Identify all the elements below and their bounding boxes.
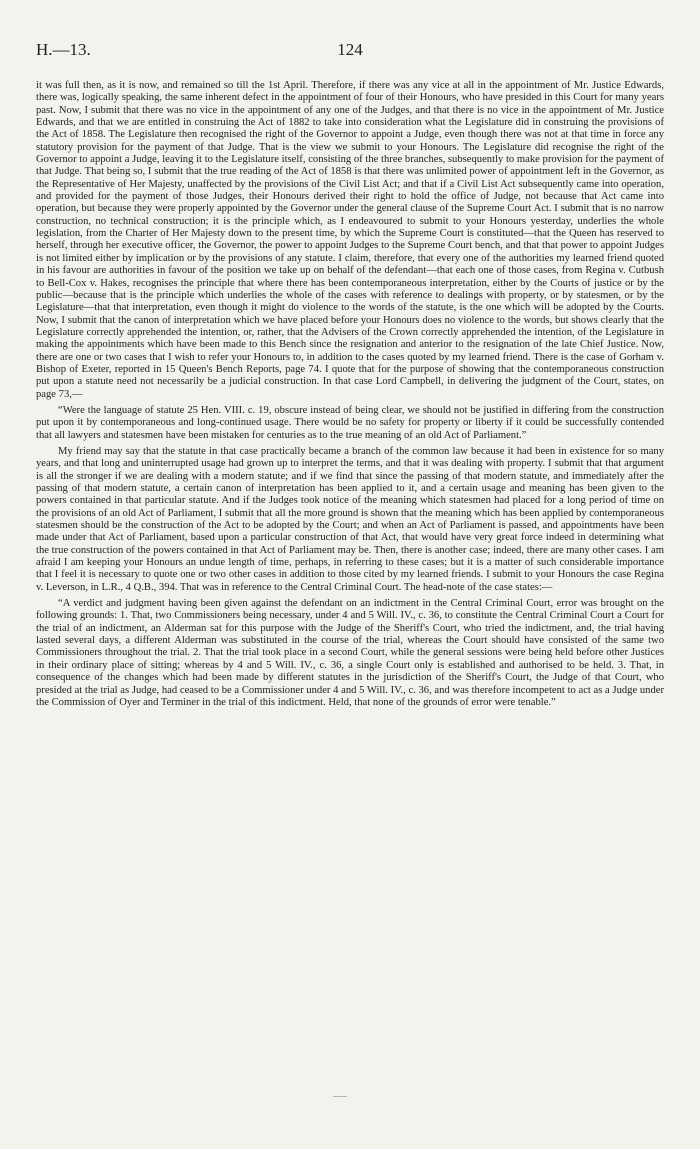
quotation-leverson-headnote: “A verdict and judgment having been given against the defendant on an indictment in the Central Criminal Court, error was brought on the following grounds: 1. That, two Commissioners being necessary, under 4 and 5 Will. IV., c. 36, to constitute the Central Criminal Court a Court for the trial of an indictment, an Alderman sat for this purpose with the Judge of the Sheriff's Court, who tried the indictment, and, the trial having lasted several days, a different Alderman was substituted in the course of the trial, whereas the Court should have consisted of the same two Commissioners throughout the trial. 2. That the trial took place in a second Court, while the general sessions were being held before other Justices in their ordinary place of sitting; whereas by 4 and 5 Will. IV., c. 36, a single Court only is established and authorised to be held. 3. That, in consequence of the changes which had been made by different statutes in the jurisdiction of the Sheriff's Court, the Judge of that Court, who presided at the trial as Judge, had ceased to be a Commissioner under 4 and 5 Will. IV., c. 36, and was therefore incompetent to act as a Judge under the Commission of Oyer and Terminer in the trial of this indictment. Held, that none of the grounds of error were tenable.” — [36, 598, 664, 708]
page-header — [36, 40, 664, 68]
stray-mark — [333, 1096, 347, 1097]
page-number: 124 — [337, 40, 363, 59]
document-body — [36, 80, 664, 709]
paper-reference: H.—13. — [36, 40, 91, 59]
paragraph-argument: it was full then, as it is now, and remained so till the 1st April. Therefore, if there was any vice at all in the appointment of Mr. Justice Edwards, there was, logically speaking, the same inherent defect in the appointment of four of their Honours, who have presided in this Court for many years past. Now, I submit that there was no vice in the appointment of any one of the Judges, and that there is no vice in the appointment of Mr. Justice Edwards, and that we are entitled in construing the Act of 1882 to take into consideration what the Legislature did in construing the provisions of the Act of 1858. The Legislature then recognised the right of the Governor to appoint a Judge, even though there was not at that time in force any statutory provision for the payment of that Judge. That is the view we submit to your Honours. The Legislature did recognise the right of the Governor to appoint a Judge, leaving it to the Legislature itself, consisting of the three branches, subsequently to make provision for the payment of that Judge. That being so, I submit that the true reading of the Act of 1858 is that there was unlimited power of appointment left in the Governor, as the Representative of Her Majesty, unaffected by the provisions of the Civil List Act; and that if a Civil List Act subsequently came into operation, and provided for the payment of those Judges, their Honours derived their right to hold the office of Judge, not because that Act came into operation, but because they were properly appointed by the Governor under the general clause of the Supreme Court Act. I submit that is no narrow construction, no technical construction; it is the principle which, as I endeavoured to submit to your Honours yesterday, underlies the whole legislation, from the Charter of Her Majesty down to the present time, by which the Supreme Court is constituted—that the Queen has reserved to herself, through her executive officer, the Governor, the power to appoint Judges to the Supreme Court bench, and that that power to appoint Judges is not limited either by implication or by the provisions of any statute. I claim, therefore, that every one of the authorities my learned friend quoted in his favour are authorities in favour of the position we take up on behalf of the defendant—that each one of those cases, from Regina v. Cutbush to Bell-Cox v. Hakes, recognises the principle that where there has been contemporaneous interpretation, either by the Courts of justice or by the public—because that is the principle which underlies the whole of the cases with reference to dealings with property, or by statesmen, or by the Legislature—that that interpretation, even though it might do violence to the words of the statute, is the one which will be adopted by the Courts. Now, I submit that the canon of interpretation which we have placed before your Honours does no violence to the words, but shows clearly that the Legislature correctly apprehended the intention, or, rather, that the Advisers of the Crown correctly apprehended the intention, of the Legislature in making the appointments which have been made to this Bench since the resignation and anterior to the resignation of the late Chief Justice. Now, there are one or two cases that I wish to refer your Honours to, in addition to the cases quoted by my learned friend. There is the case of Gorham v. Bishop of Exeter, reported in 15 Queen's Bench Reports, page 74. I quote that for the purpose of showing that the contemporaneous construction put upon a statute need not necessarily be a judicial construction. In that case Lord Campbell, in delivering the judgment of the Court, states, on page 73,— — [36, 80, 664, 400]
paragraph-argument-continued: My friend may say that the statute in that case practically became a branch of the common law because it had been in existence for so many years, and that long and uninterrupted usage had grown up to interpret the terms, and that it was dealing with property. I submit that that argument is all the stronger if we are dealing with a modern statute; and if we find that since the passing of that modern statute, and immediately after the passing of that modern statute, a certain canon of interpretation has been applied to it, and a certain usage and meaning has been given to the powers contained in that particular statute. And if the Judges took notice of the meaning which statesmen had placed for a long period of time on the provisions of an old Act of Parliament, I submit that all the more ground is shown that the meaning which has been applied by contemporaneous statesmen should be the construction of the Act to be adopted by the Court; and when an Act of Parliament is passed, and appointments have been made under that Act of Parliament, based upon a particular construction of that Act, that would have very great force indeed in determining what the true construction of the powers contained in that Act of Parliament may be. Then, there is another case; indeed, there are many other cases. I am afraid I am keeping your Honours an undue length of time, perhaps, in referring to these cases; but it is a matter of such considerable importance that I feel it is necessary to quote one or two other cases in addition to those cited by my learned friends. I submit to your Honours the case Regina v. Leverson, in L.R., 4 Q.B., 394. That was in reference to the Central Criminal Court. The head-note of the case states:— — [36, 445, 664, 593]
quotation-gorham: “Were the language of statute 25 Hen. VIII. c. 19, obscure instead of being clear, we should not be justified in differing from the construction put upon it by contemporaneous and long-continued usage. There would be no safety for property or liberty if it could be successfully contended that all lawyers and statesmen have been mistaken for centuries as to the true meaning of an old Act of Parliament.” — [36, 404, 664, 441]
